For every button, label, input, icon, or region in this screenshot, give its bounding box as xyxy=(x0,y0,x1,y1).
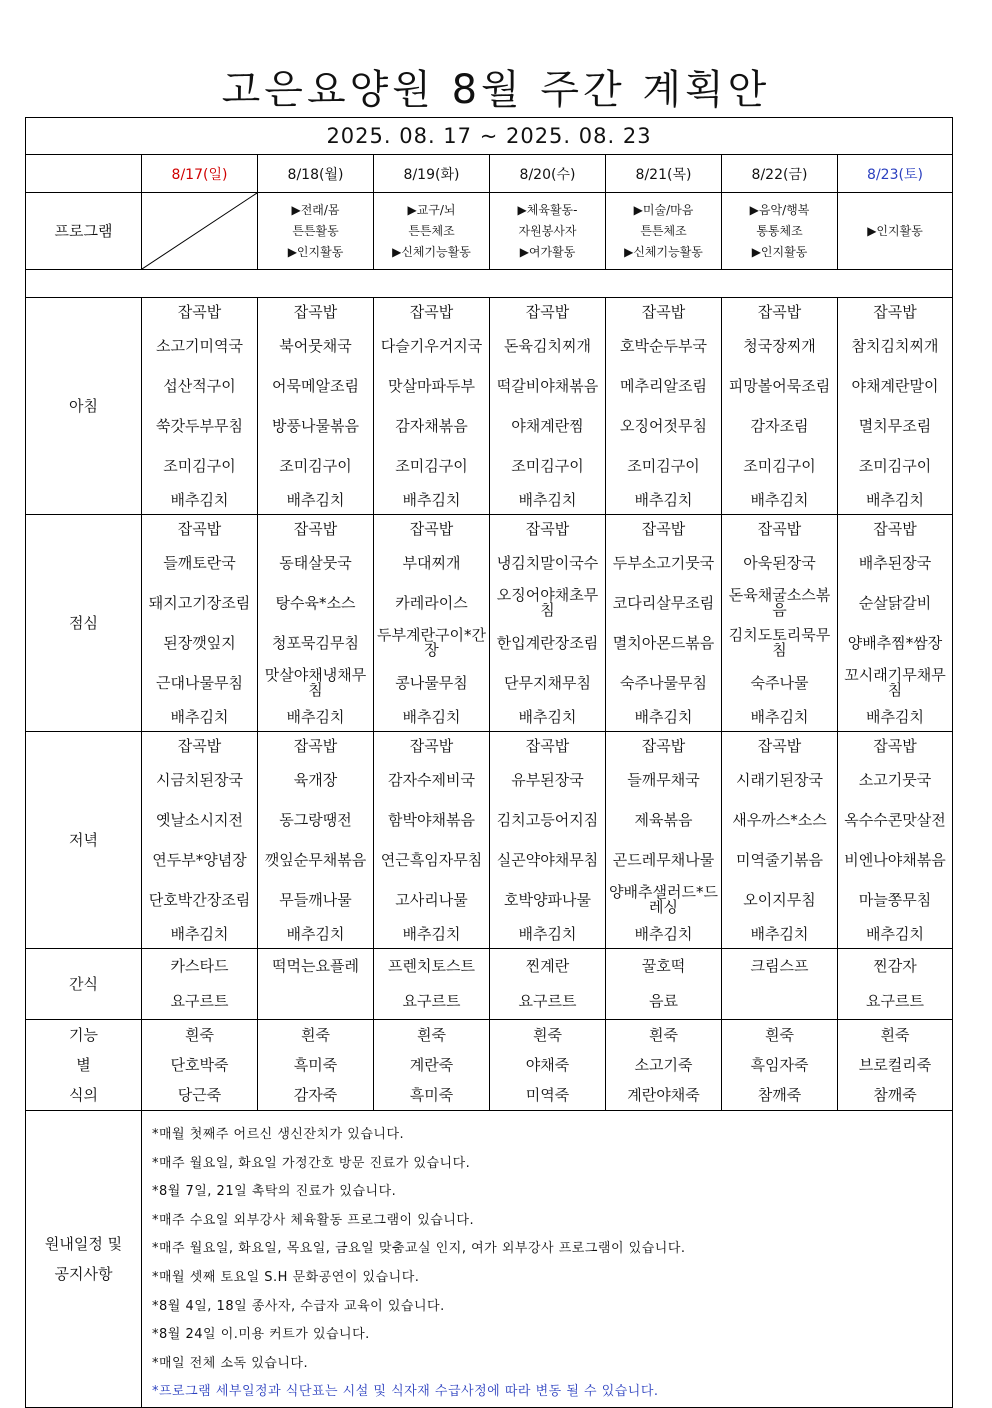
snack-cell xyxy=(142,949,258,1020)
program-line: ▶신체기능활동 xyxy=(624,244,703,259)
menu-item: 방풍나물볶음 xyxy=(272,416,359,435)
day-header-row xyxy=(26,155,953,193)
menu-item: 배추김치 xyxy=(286,490,345,509)
porridge-item: 계란죽 xyxy=(409,1056,454,1074)
menu-item: 섭산적구이 xyxy=(163,376,236,395)
menu-item: 맛살마파두부 xyxy=(388,376,475,395)
snack-cell xyxy=(722,949,838,1020)
porridge-cell xyxy=(606,1020,722,1111)
menu-item: 한입계란장조림 xyxy=(496,633,599,652)
dinner-row xyxy=(26,732,953,949)
menu-item: 배추김치 xyxy=(750,707,809,726)
menu-item: 떡갈비야채볶음 xyxy=(496,376,599,395)
menu-item: 어묵메알조림 xyxy=(272,376,359,395)
program-cell xyxy=(606,193,722,270)
menu-item: 깻잎순무채볶음 xyxy=(264,850,367,869)
dinner-cell xyxy=(258,732,374,949)
menu-item: 새우까스*소스 xyxy=(732,810,827,829)
menu-item: 돼지고기장조림 xyxy=(148,593,251,612)
menu-item: 마늘쫑무침 xyxy=(858,890,932,909)
menu-item: 배추김치 xyxy=(634,707,693,726)
menu-item: 카레라이스 xyxy=(395,593,468,612)
menu-item: 잡곡밥 xyxy=(409,302,454,321)
page-title: 고은요양원 8월 주간 계획안 xyxy=(221,67,771,113)
notice-item: *매주 월요일, 화요일 가정간호 방문 진료가 있습니다. xyxy=(152,1155,471,1171)
porridge-label-line: 별 xyxy=(76,1056,91,1074)
porridge-item: 참깨죽 xyxy=(757,1086,802,1104)
menu-item: 쑥갓두부무침 xyxy=(156,416,243,435)
program-line xyxy=(838,200,952,221)
snack-item: 꿀호떡 xyxy=(641,957,686,975)
menu-item: 참치김치찌개 xyxy=(851,336,939,355)
menu-item: 잡곡밥 xyxy=(409,519,454,538)
program-line: 튼튼체조 xyxy=(640,223,687,238)
program-cell xyxy=(374,193,490,270)
menu-item: 배추김치 xyxy=(866,490,924,509)
menu-item: 단무지채무침 xyxy=(504,673,591,692)
snack-label: 간식 xyxy=(26,949,142,1020)
menu-item: 실곤약야채무침 xyxy=(496,850,599,869)
menu-item: 잡곡밥 xyxy=(873,519,917,538)
menu-item: 잡곡밥 xyxy=(873,302,917,321)
menu-item: 메추리알조림 xyxy=(620,376,707,395)
menu-item: 잡곡밥 xyxy=(177,519,222,538)
porridge-cell xyxy=(722,1020,838,1111)
menu-item: 야채계란말이 xyxy=(851,376,939,395)
notice-item: *매월 셋째 토요일 S.H 문화공연이 있습니다. xyxy=(152,1269,420,1285)
menu-item: 연두부*양념장 xyxy=(152,850,247,869)
menu-item: 비엔나야채볶음 xyxy=(844,850,946,869)
menu-item: 북어뭇채국 xyxy=(279,336,352,355)
snack-cell xyxy=(606,949,722,1020)
menu-item: 연근흑임자무침 xyxy=(380,850,483,869)
day-header: 8/18(월) xyxy=(258,155,374,193)
menu-item: 조미김구이 xyxy=(395,456,468,475)
notice-item: *매월 첫째주 어르신 생신잔치가 있습니다. xyxy=(152,1127,405,1142)
diagonal-line xyxy=(142,193,257,269)
menu-item: 배추김치 xyxy=(170,490,229,509)
menu-item: 무들깨나물 xyxy=(279,890,352,909)
menu-item: 오징어젓무침 xyxy=(620,416,707,435)
snack-item: 찐감자 xyxy=(873,957,917,975)
day-header: 8/21(목) xyxy=(606,155,722,193)
menu-item: 김치고등어지짐 xyxy=(496,810,599,829)
menu-item: 코다리살무조림 xyxy=(612,593,715,612)
porridge-item: 소고기죽 xyxy=(634,1056,693,1074)
menu-item: 배추된장국 xyxy=(858,553,932,572)
program-line: ▶신체기능활동 xyxy=(392,244,471,259)
menu-item: 잡곡밥 xyxy=(525,302,570,321)
snack-item: 프렌치토스트 xyxy=(388,957,475,975)
menu-item: 돈육김치찌개 xyxy=(504,336,591,355)
porridge-item: 참깨죽 xyxy=(873,1086,917,1104)
menu-item: 야채계란찜 xyxy=(511,416,584,435)
lunch-cell xyxy=(142,515,258,732)
porridge-item: 흰죽 xyxy=(765,1026,794,1044)
menu-item: 두부계란구이*간장 xyxy=(377,626,486,659)
menu-item: 배추김치 xyxy=(402,490,461,509)
snack-cell xyxy=(258,949,374,1020)
program-cell xyxy=(722,193,838,270)
menu-item: 잡곡밥 xyxy=(757,736,802,755)
program-label: 프로그램 xyxy=(26,193,142,270)
porridge-cell xyxy=(374,1020,490,1111)
porridge-item: 흰죽 xyxy=(649,1026,678,1044)
menu-item: 배추김치 xyxy=(402,924,461,943)
menu-item: 잡곡밥 xyxy=(525,519,570,538)
program-line: ▶인지활동 xyxy=(287,244,344,259)
program-line: ▶전래/몸 xyxy=(291,202,340,217)
breakfast-cell xyxy=(606,298,722,515)
porridge-item: 당근죽 xyxy=(177,1086,222,1104)
menu-item: 잡곡밥 xyxy=(293,302,338,321)
porridge-item: 감자죽 xyxy=(293,1086,338,1104)
date-range: 2025. 08. 17 ~ 2025. 08. 23 xyxy=(26,118,953,155)
snack-item: 크림스프 xyxy=(750,957,809,975)
notice-label-line: 원내일정 및 xyxy=(44,1234,123,1253)
notice-item: *8월 7일, 21일 촉탁의 진료가 있습니다. xyxy=(152,1184,397,1200)
breakfast-cell xyxy=(722,298,838,515)
dinner-cell xyxy=(490,732,606,949)
menu-item: 함박야채볶음 xyxy=(388,810,475,829)
menu-item: 잡곡밥 xyxy=(525,736,570,755)
porridge-item: 흑임자죽 xyxy=(750,1056,809,1074)
breakfast-cell xyxy=(258,298,374,515)
porridge-item: 흰죽 xyxy=(880,1026,910,1044)
snack-cell xyxy=(490,949,606,1020)
snack-item xyxy=(722,984,837,1019)
porridge-item: 야채죽 xyxy=(525,1056,570,1074)
program-line: ▶교구/뇌 xyxy=(407,202,456,217)
snack-item xyxy=(258,984,373,1019)
menu-item: 멸치무조림 xyxy=(858,416,932,435)
notice-item: *매주 수요일 외부강사 체육활동 프로그램이 있습니다. xyxy=(152,1212,475,1228)
porridge-item: 흑미죽 xyxy=(409,1086,454,1104)
menu-item: 청포묵김무침 xyxy=(272,633,359,652)
menu-item: 아욱된장국 xyxy=(743,553,816,572)
porridge-item: 단호박죽 xyxy=(170,1056,229,1074)
menu-item: 양배추샐러드*드레싱 xyxy=(609,883,718,916)
lunch-cell xyxy=(374,515,490,732)
menu-item: 피망볼어묵조림 xyxy=(728,376,831,395)
menu-item: 동태살뭇국 xyxy=(279,553,352,572)
menu-item: 배추김치 xyxy=(518,490,577,509)
program-cell xyxy=(838,193,953,270)
menu-item: 잡곡밥 xyxy=(757,302,802,321)
menu-item: 잡곡밥 xyxy=(177,736,222,755)
porridge-label-line: 식의 xyxy=(69,1086,98,1104)
menu-item: 된장깻잎지 xyxy=(163,633,236,652)
menu-item: 잡곡밥 xyxy=(641,302,686,321)
lunch-cell xyxy=(490,515,606,732)
menu-item: 단호박간장조림 xyxy=(148,890,251,909)
menu-item: 잡곡밥 xyxy=(177,302,222,321)
menu-item: 고사리나물 xyxy=(395,890,468,909)
menu-item: 배추김치 xyxy=(634,924,693,943)
menu-item: 순살닭갈비 xyxy=(858,593,932,612)
menu-item: 배추김치 xyxy=(866,707,924,726)
porridge-item: 흰죽 xyxy=(301,1026,330,1044)
notice-item: *8월 24일 이.미용 커트가 있습니다. xyxy=(152,1327,370,1343)
menu-item: 멸치아몬드볶음 xyxy=(612,633,715,652)
program-line: 튼튼체조 xyxy=(408,223,455,238)
menu-item: 배추김치 xyxy=(750,924,809,943)
menu-item: 시금치된장국 xyxy=(156,770,243,789)
porridge-row xyxy=(26,1020,953,1111)
program-line: 통통체조 xyxy=(756,223,803,238)
day-header: 8/23(토) xyxy=(838,155,953,193)
lunch-cell xyxy=(258,515,374,732)
dinner-label: 저녁 xyxy=(26,732,142,949)
snack-item: 떡먹는요플레 xyxy=(272,957,359,975)
porridge-label-line: 기능 xyxy=(69,1026,98,1044)
menu-item: 옥수수콘맛살전 xyxy=(844,810,946,829)
breakfast-label: 아침 xyxy=(26,298,142,515)
menu-item: 근대나물무침 xyxy=(156,673,243,692)
dinner-cell xyxy=(722,732,838,949)
menu-item: 김치도토리묵무침 xyxy=(728,626,831,659)
notice-label xyxy=(26,1111,142,1408)
menu-item: 두부소고기뭇국 xyxy=(612,553,715,572)
notice-item: *매주 월요일, 화요일, 목요일, 금요일 맞춤교실 인지, 여가 외부강사 프로그램이 있습니다. xyxy=(152,1241,686,1257)
breakfast-cell xyxy=(838,298,953,515)
menu-item: 잡곡밥 xyxy=(409,736,454,755)
menu-item: 냉김치말이국수 xyxy=(496,553,599,572)
spacer-row xyxy=(26,270,953,298)
snack-item: 요구르트 xyxy=(866,992,924,1010)
menu-item: 조미김구이 xyxy=(743,456,816,475)
porridge-item: 흰죽 xyxy=(417,1026,446,1044)
breakfast-cell xyxy=(490,298,606,515)
porridge-item: 미역죽 xyxy=(525,1086,570,1104)
menu-item: 시래기된장국 xyxy=(736,770,823,789)
porridge-item: 흰죽 xyxy=(185,1026,214,1044)
menu-item: 다슬기우거지국 xyxy=(380,336,483,355)
menu-item: 곤드레무채나물 xyxy=(612,850,715,869)
snack-item: 찐계란 xyxy=(525,957,570,975)
menu-item: 잡곡밥 xyxy=(757,519,802,538)
menu-item: 조미김구이 xyxy=(163,456,236,475)
menu-item: 오징어야채초무침 xyxy=(496,586,599,619)
breakfast-cell xyxy=(142,298,258,515)
porridge-cell xyxy=(258,1020,374,1111)
menu-item: 조미김구이 xyxy=(511,456,584,475)
menu-item: 배추김치 xyxy=(750,490,809,509)
menu-item: 배추김치 xyxy=(402,707,461,726)
porridge-item: 흰죽 xyxy=(533,1026,562,1044)
menu-item: 소고기미역국 xyxy=(156,336,243,355)
program-line: 튼튼활동 xyxy=(292,223,339,238)
menu-item: 배추김치 xyxy=(286,924,345,943)
day-header: 8/19(화) xyxy=(374,155,490,193)
menu-item: 조미김구이 xyxy=(858,456,932,475)
lunch-cell xyxy=(722,515,838,732)
snack-item: 요구르트 xyxy=(170,992,229,1010)
menu-item: 육개장 xyxy=(293,770,338,789)
menu-item: 부대찌개 xyxy=(402,553,461,572)
menu-item: 조미김구이 xyxy=(279,456,352,475)
menu-item: 호박양파나물 xyxy=(504,890,591,909)
program-line: ▶음악/행복 xyxy=(749,202,810,217)
menu-item: 동그랑땡전 xyxy=(279,810,352,829)
lunch-row xyxy=(26,515,953,732)
snack-row xyxy=(26,949,953,1020)
program-line: 자원봉사자 xyxy=(518,223,577,238)
lunch-label: 점심 xyxy=(26,515,142,732)
menu-item: 배추김치 xyxy=(518,707,577,726)
menu-item: 들깨토란국 xyxy=(163,553,236,572)
menu-item: 배추김치 xyxy=(518,924,577,943)
menu-item: 잡곡밥 xyxy=(641,519,686,538)
menu-item: 배추김치 xyxy=(170,707,229,726)
menu-item: 콩나물무침 xyxy=(395,673,468,692)
program-line: ▶인지활동 xyxy=(751,244,808,259)
day-header: 8/17(일) xyxy=(142,155,258,193)
menu-item: 감자수제비국 xyxy=(388,770,475,789)
porridge-cell xyxy=(490,1020,606,1111)
menu-item: 배추김치 xyxy=(866,924,924,943)
menu-item: 소고기뭇국 xyxy=(858,770,932,789)
menu-item: 미역줄기볶음 xyxy=(736,850,823,869)
day-header-corner xyxy=(26,155,142,193)
menu-item: 유부된장국 xyxy=(511,770,584,789)
porridge-item: 브로컬리죽 xyxy=(858,1056,932,1074)
porridge-item: 흑미죽 xyxy=(293,1056,338,1074)
snack-item: 요구르트 xyxy=(518,992,577,1010)
menu-item: 배추김치 xyxy=(286,707,345,726)
program-line: ▶인지활동 xyxy=(867,223,923,238)
snack-item: 요구르트 xyxy=(402,992,461,1010)
weekly-plan-table xyxy=(25,117,953,1408)
menu-item: 호박순두부국 xyxy=(620,336,707,355)
menu-item: 잡곡밥 xyxy=(293,519,338,538)
snack-cell xyxy=(374,949,490,1020)
dinner-cell xyxy=(374,732,490,949)
program-cell xyxy=(490,193,606,270)
lunch-cell xyxy=(838,515,953,732)
program-empty-cell xyxy=(142,193,258,270)
menu-item: 잡곡밥 xyxy=(641,736,686,755)
menu-item: 탕수육*소스 xyxy=(275,593,356,612)
snack-item: 카스타드 xyxy=(170,957,229,975)
notice-label-line: 공지사항 xyxy=(54,1264,113,1283)
program-line: ▶여가활동 xyxy=(519,244,576,259)
program-cell xyxy=(258,193,374,270)
menu-item: 배추김치 xyxy=(634,490,693,509)
menu-item: 양배추찜*쌈장 xyxy=(847,633,943,652)
menu-item: 들깨무채국 xyxy=(627,770,700,789)
menu-item: 돈육채굴소스볶음 xyxy=(728,586,831,619)
notice-row xyxy=(26,1111,953,1408)
menu-item: 조미김구이 xyxy=(627,456,700,475)
notice-item: *8월 4일, 18일 종사자, 수급자 교육이 있습니다. xyxy=(152,1298,445,1314)
menu-item: 잡곡밥 xyxy=(293,736,338,755)
menu-item: 감자채볶음 xyxy=(395,416,468,435)
porridge-item: 계란야채죽 xyxy=(627,1086,700,1104)
program-line: ▶미술/마음 xyxy=(633,202,694,217)
porridge-cell xyxy=(142,1020,258,1111)
day-header: 8/20(수) xyxy=(490,155,606,193)
menu-item: 감자조림 xyxy=(750,416,809,435)
dinner-cell xyxy=(142,732,258,949)
day-header: 8/22(금) xyxy=(722,155,838,193)
menu-item: 제육볶음 xyxy=(634,810,693,829)
menu-item: 청국장찌개 xyxy=(743,336,816,355)
menu-item: 옛날소시지전 xyxy=(156,810,243,829)
notice-item: *매일 전체 소독 있습니다. xyxy=(152,1355,309,1371)
menu-item: 숙주나물무침 xyxy=(620,673,707,692)
menu-item: 잡곡밥 xyxy=(873,736,917,755)
lunch-cell xyxy=(606,515,722,732)
menu-item: 배추김치 xyxy=(170,924,229,943)
menu-item: 오이지무침 xyxy=(743,890,816,909)
menu-item: 꼬시래기무채무침 xyxy=(844,666,946,699)
breakfast-row xyxy=(26,298,953,515)
program-line xyxy=(838,242,952,263)
program-row xyxy=(26,193,953,270)
program-line: ▶체육활동- xyxy=(517,202,578,217)
notice-item: *프로그램 세부일정과 식단표는 시설 및 식자재 수급사정에 따라 변동 될 수 있습니다. xyxy=(152,1384,659,1400)
dinner-cell xyxy=(606,732,722,949)
snack-cell xyxy=(838,949,953,1020)
menu-item: 숙주나물 xyxy=(750,673,809,692)
breakfast-cell xyxy=(374,298,490,515)
dinner-cell xyxy=(838,732,953,949)
notice-list xyxy=(142,1111,953,1408)
snack-item: 음료 xyxy=(649,992,678,1010)
porridge-cell xyxy=(838,1020,953,1111)
menu-item: 맛살야채냉채무침 xyxy=(264,666,367,699)
porridge-label xyxy=(26,1020,142,1111)
